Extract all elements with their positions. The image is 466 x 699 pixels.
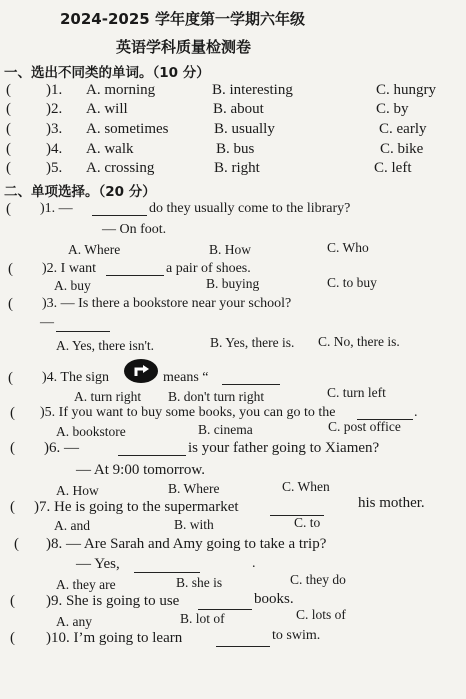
option-c[interactable]: C. Who bbox=[327, 240, 369, 255]
option-c[interactable]: C. to buy bbox=[327, 275, 377, 290]
answer-blank[interactable] bbox=[92, 203, 147, 216]
question-text: means “ bbox=[163, 370, 209, 385]
answer-paren[interactable]: ( bbox=[6, 201, 11, 217]
option-b[interactable]: B. Yes, there is. bbox=[210, 335, 295, 350]
exam-title-line1: 2024-2025 学年度第一学期六年级 bbox=[60, 10, 305, 28]
question-stem: )3. — Is there a bookstore near your school? bbox=[42, 296, 292, 311]
answer-paren[interactable]: ( bbox=[10, 593, 15, 609]
answer-blank[interactable] bbox=[222, 372, 280, 385]
turn-right-sign-icon bbox=[124, 359, 158, 383]
option-b[interactable]: B. she is bbox=[176, 575, 223, 590]
option-b[interactable]: B. about bbox=[213, 101, 264, 117]
answer-paren[interactable]: ( bbox=[8, 296, 13, 312]
question-stem: )4. The sign bbox=[42, 370, 110, 385]
question-text: his mother. bbox=[358, 495, 425, 511]
answer-paren[interactable]: ( bbox=[8, 370, 13, 386]
question-stem: )7. He is going to the supermarket bbox=[34, 499, 239, 515]
option-a[interactable]: A. crossing bbox=[86, 160, 155, 176]
option-b[interactable]: B. How bbox=[209, 242, 252, 257]
option-b[interactable]: B. buying bbox=[206, 276, 260, 291]
option-a[interactable]: A. bookstore bbox=[56, 424, 126, 439]
option-c[interactable]: C. left bbox=[374, 160, 412, 176]
option-c[interactable]: C. No, there is. bbox=[318, 334, 400, 349]
question-end: . bbox=[252, 556, 256, 571]
option-a[interactable]: A. How bbox=[56, 483, 99, 498]
option-a[interactable]: A. buy bbox=[54, 278, 91, 293]
question-reply: — Yes, bbox=[76, 556, 120, 572]
option-c[interactable]: C. hungry bbox=[376, 82, 436, 98]
answer-blank[interactable] bbox=[134, 560, 200, 573]
option-b[interactable]: B. don't turn right bbox=[168, 389, 265, 404]
question-stem: )5. If you want to buy some books, you can go to the bbox=[40, 405, 336, 420]
answer-blank[interactable] bbox=[56, 319, 110, 332]
question-text: to swim. bbox=[272, 628, 321, 643]
exam-title-line2: 英语学科质量检测卷 bbox=[116, 38, 252, 56]
option-a[interactable]: A. will bbox=[86, 101, 128, 117]
section1-heading: 一、选出不同类的单词。（10 分） bbox=[4, 65, 210, 81]
answer-paren[interactable]: ( bbox=[14, 536, 19, 552]
question-number: )1. bbox=[46, 82, 63, 98]
option-b[interactable]: B. Where bbox=[168, 481, 220, 496]
answer-paren[interactable]: ( bbox=[6, 121, 11, 137]
question-text: is your father going to Xiamen? bbox=[188, 440, 380, 456]
question-text: books. bbox=[254, 591, 294, 607]
option-a[interactable]: A. Yes, there isn't. bbox=[56, 338, 155, 353]
option-a[interactable]: A. morning bbox=[86, 82, 156, 98]
question-reply: — bbox=[40, 315, 54, 330]
option-a[interactable]: A. walk bbox=[86, 141, 134, 157]
question-stem: )1. — bbox=[40, 201, 73, 216]
question-stem: )9. She is going to use bbox=[46, 593, 180, 609]
question-reply: — On foot. bbox=[102, 222, 167, 237]
answer-paren[interactable]: ( bbox=[6, 101, 11, 117]
option-b[interactable]: B. bus bbox=[216, 141, 255, 157]
option-c[interactable]: C. post office bbox=[328, 419, 401, 434]
option-c[interactable]: C. early bbox=[379, 121, 427, 137]
option-b[interactable]: B. with bbox=[174, 517, 214, 532]
answer-blank[interactable] bbox=[198, 597, 252, 610]
question-number: )3. bbox=[46, 121, 63, 137]
option-a[interactable]: A. Where bbox=[68, 242, 121, 257]
question-number: )4. bbox=[46, 141, 63, 157]
option-a[interactable]: A. sometimes bbox=[86, 121, 169, 137]
answer-paren[interactable]: ( bbox=[10, 630, 15, 646]
question-stem: )10. I’m going to learn bbox=[46, 630, 183, 646]
answer-paren[interactable]: ( bbox=[10, 499, 15, 515]
answer-paren[interactable]: ( bbox=[6, 160, 11, 176]
answer-paren[interactable]: ( bbox=[8, 261, 13, 277]
answer-paren[interactable]: ( bbox=[6, 82, 11, 98]
question-end: . bbox=[414, 405, 418, 420]
question-number: )5. bbox=[46, 160, 63, 176]
section2-heading: 二、单项选择。（20 分） bbox=[4, 184, 156, 200]
option-c[interactable]: C. by bbox=[376, 101, 409, 117]
option-c[interactable]: C. bike bbox=[380, 141, 424, 157]
answer-blank[interactable] bbox=[106, 263, 164, 276]
answer-paren[interactable]: ( bbox=[10, 405, 15, 421]
option-b[interactable]: B. cinema bbox=[198, 422, 253, 437]
answer-blank[interactable] bbox=[118, 443, 186, 456]
question-text: do they usually come to the library? bbox=[149, 201, 351, 216]
option-b[interactable]: B. right bbox=[214, 160, 260, 176]
option-a[interactable]: A. and bbox=[54, 518, 90, 533]
answer-blank[interactable] bbox=[216, 634, 270, 647]
option-c[interactable]: C. When bbox=[282, 479, 330, 494]
option-c[interactable]: C. lots of bbox=[296, 607, 346, 622]
answer-paren[interactable]: ( bbox=[6, 141, 11, 157]
question-text: a pair of shoes. bbox=[166, 261, 251, 276]
option-a[interactable]: A. turn right bbox=[74, 389, 142, 404]
option-b[interactable]: B. interesting bbox=[212, 82, 293, 98]
option-c[interactable]: C. they do bbox=[290, 572, 346, 587]
option-a[interactable]: A. any bbox=[56, 614, 92, 629]
answer-paren[interactable]: ( bbox=[10, 440, 15, 456]
question-reply: — At 9:00 tomorrow. bbox=[76, 462, 206, 478]
question-number: )2. bbox=[46, 101, 63, 117]
option-b[interactable]: B. usually bbox=[214, 121, 275, 137]
question-stem: )6. — bbox=[44, 440, 79, 456]
option-c[interactable]: C. to bbox=[294, 515, 321, 530]
option-c[interactable]: C. turn left bbox=[327, 385, 386, 400]
option-b[interactable]: B. lot of bbox=[180, 611, 225, 626]
question-stem: )2. I want bbox=[42, 261, 97, 276]
question-stem: )8. — Are Sarah and Amy going to take a trip? bbox=[46, 536, 327, 552]
option-a[interactable]: A. they are bbox=[56, 577, 116, 592]
